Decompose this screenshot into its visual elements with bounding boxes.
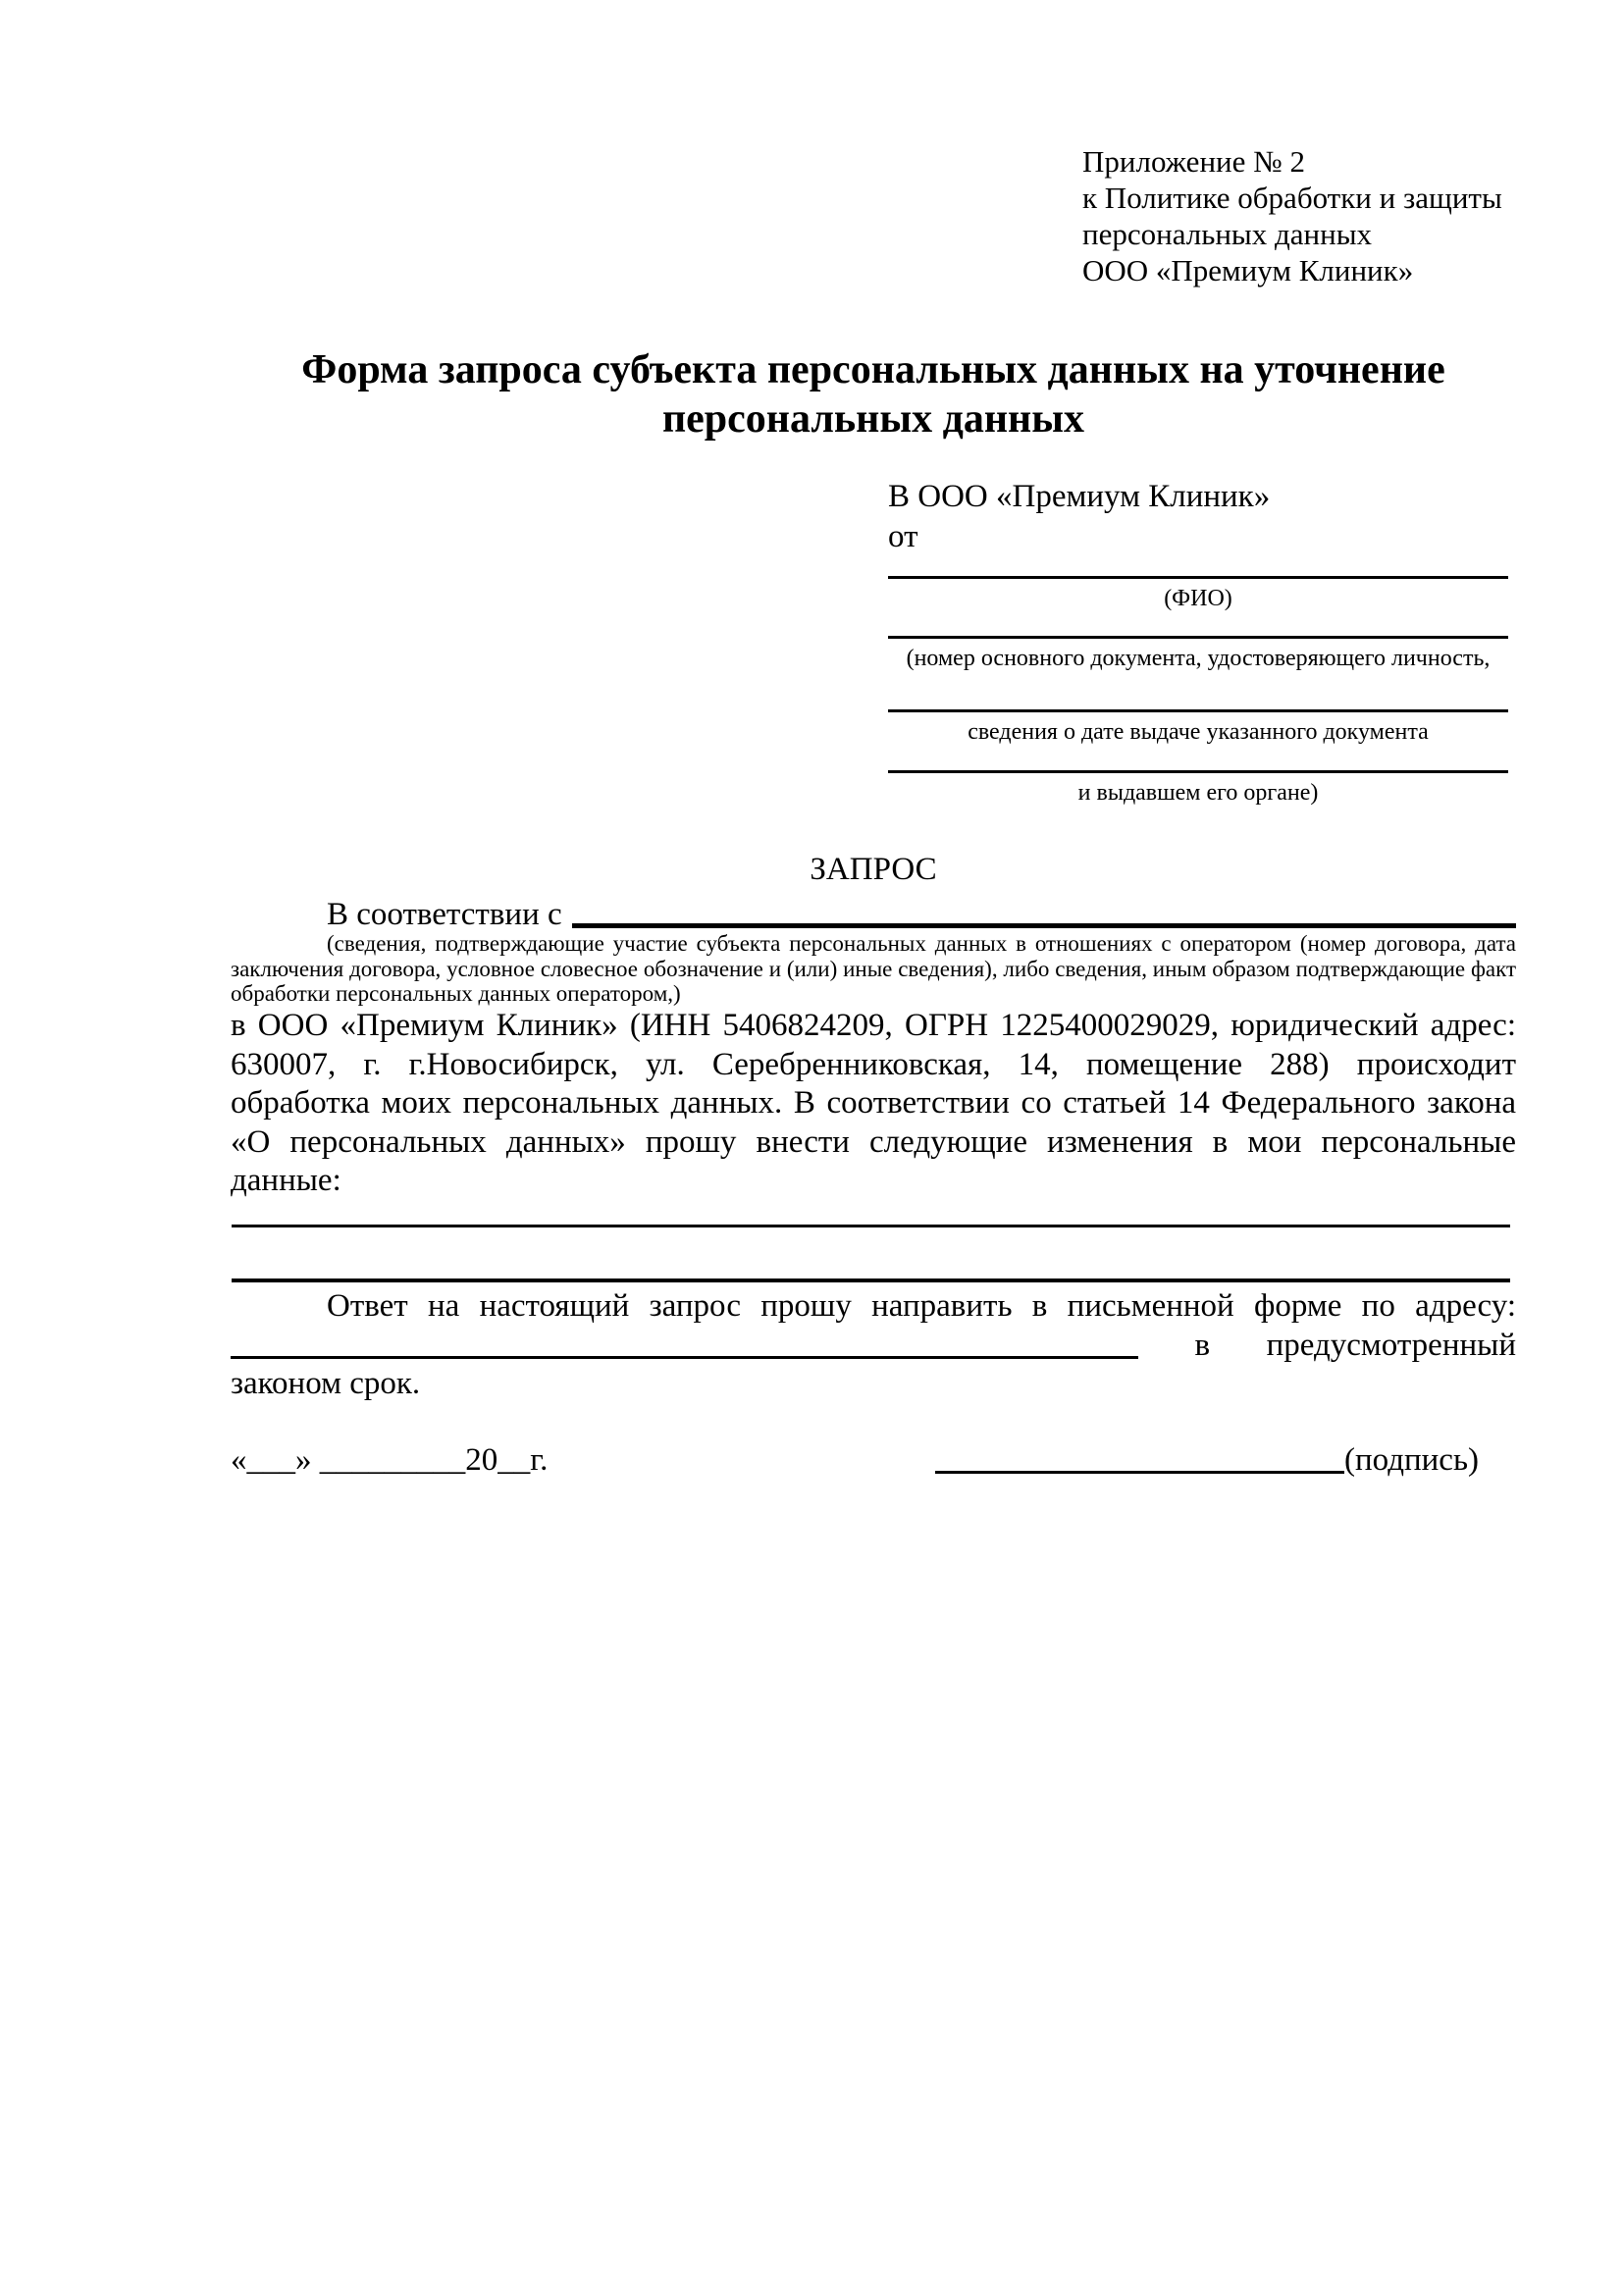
issuing-authority-blank-line — [888, 770, 1508, 773]
changes-blank-line-2 — [232, 1278, 1510, 1282]
document-number-blank-line — [888, 636, 1508, 639]
reply-line-1: Ответ на настоящий запрос прошу направить в письменной форме по адресу: — [327, 1288, 1516, 1324]
body-line: 630007, г. г.Новосибирск, ул. Серебренниковская, 14, помещение 288) происходит — [231, 1046, 1516, 1082]
from-label: от — [888, 519, 918, 554]
address-blank-line — [231, 1356, 1138, 1359]
reply-line-2 — [231, 1327, 1516, 1366]
body-line: обработка моих персональных данных. В соответствии со статьей 14 Федерального закона — [231, 1085, 1516, 1121]
lead-in-row — [231, 895, 1516, 935]
signature-group — [935, 1440, 1479, 1480]
signature-caption: (подпись) — [1344, 1442, 1479, 1478]
form-title-line: Форма запроса субъекта персональных данных на уточнение — [301, 347, 1445, 392]
body-paragraph — [231, 1007, 1516, 1201]
form-title — [231, 345, 1516, 444]
fine-print-line: обработки персональных данных оператором,) — [231, 981, 681, 1006]
addressee-block — [888, 477, 1508, 807]
annex-line: персональных данных — [1082, 217, 1373, 251]
signature-blank-line — [935, 1471, 1344, 1474]
fine-print — [231, 931, 1516, 1007]
recipient-line: В ООО «Премиум Клиник» — [888, 479, 1271, 514]
changes-blank-line-1 — [232, 1225, 1510, 1227]
date-signature-row — [231, 1440, 1516, 1480]
fine-print-line: (сведения, подтверждающие участие субъекта персональных данных в отношениях с оператором (номер договора, дата — [327, 931, 1516, 956]
annex-header — [1082, 143, 1544, 288]
lead-in-blank-line — [572, 923, 1516, 928]
annex-line: к Политике обработки и защиты — [1082, 181, 1502, 215]
reply-paragraph — [231, 1287, 1516, 1404]
body-line: «О персональных данных» прошу внести следующие изменения в мои персональные — [231, 1123, 1516, 1160]
fio-caption: (ФИО) — [1164, 586, 1232, 611]
fio-blank-line — [888, 576, 1508, 579]
issuing-authority-caption: и выдавшем его органе) — [1077, 780, 1319, 806]
issue-date-caption: сведения о дате выдаче указанного документа — [968, 719, 1429, 745]
reply-tail-word: предусмотренный — [1266, 1327, 1516, 1363]
reply-line-3: законом срок. — [231, 1366, 421, 1401]
form-title-line: персональных данных — [661, 396, 1085, 442]
body-line: в ООО «Премиум Клиник» (ИНН 5406824209, ОГРН 1225400029029, юридический адрес: — [231, 1008, 1516, 1043]
request-heading: ЗАПРОС — [810, 852, 937, 887]
reply-connector-word: в — [1194, 1327, 1211, 1363]
date-blank-text: «___» _________20__г. — [231, 1442, 549, 1478]
lead-in-text: В соответствии с — [327, 897, 562, 932]
issue-date-blank-line — [888, 709, 1508, 712]
fine-print-line: заключения договора, условное словесное обозначение и (или) иные сведения), либо сведения, иным образом подтверждающие факт — [231, 956, 1516, 981]
document-number-caption: (номер основного документа, удостоверяющего личность, — [906, 646, 1491, 671]
annex-line: Приложение № 2 — [1082, 144, 1305, 179]
annex-line: ООО «Премиум Клиник» — [1082, 253, 1414, 287]
body-line: данные: — [231, 1163, 341, 1198]
